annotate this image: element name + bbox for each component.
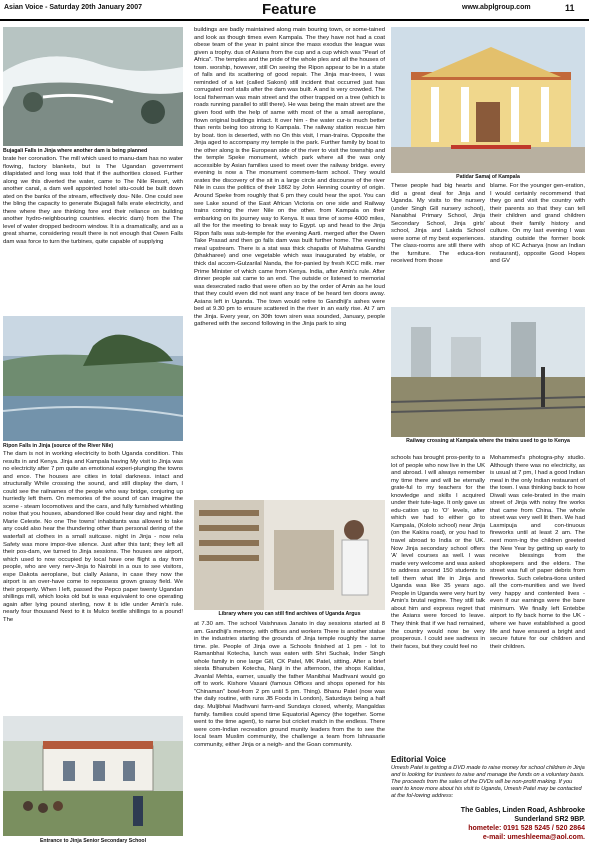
bujagali-caption: Bujagali Falls in Jinja where another dam is being planned xyxy=(3,148,148,154)
paragraph: schools has brought pros-perity to a lot of people who now live in the UK and abroad. I will always remember my time there and will be eternally grate-ful to my teachers for the knowledge and skills I acquired under their tute-lage. It only gave us edu-cation up to 'O' levels, after which we had to either go to Kampala, (Kololo school) near Jinja (on the Kakira road), or you had to travel abroad to India or the UK. Now Jinja secondary school offers 'A' level courses as well. I was made very welcome and was asked to address around 150 students to tell them what life in Jinja and Uganda was like 35 years ago. People in Uganda were very hurt by Amin's brutal regime. They still talk about him and express regret that the Asians were forced to leave. They think that if we had remained, the country would now be very prosperous. I could see sadness in their faces, but they could feel no xyxy=(391,455,485,650)
column-1-top xyxy=(3,156,183,306)
publication-date: Asian Voice - Saturday 20th January 2007 xyxy=(4,4,142,11)
column-4-bottom xyxy=(490,455,585,751)
paragraph: The dam is not in working electricity to both Uganda condition. This results in and Kenya. Jinja and Kampala having My visit to Jinja was no electricity after 7 pm quite an emotional experi-plunging the towns and ence. The houses are cities in total darkness. intact and structurally While crossing the sound, and still display the dam, I could see the railnames of the people who way bridge, conjuring up hurriedly left them. On memories of the sound of can imagine the scene - steam locomotives and the cars, and fully furnished whistling noise that you houses, abandoned like could hear day and night. the Marie Celeste. No one The towns' inhabitants was allowed to take any could also hear the thundering other than personal dering of the waterfall at clothes in a small suitcase. night in Jinja - now rela Safety was more impor-tive silence. Just after this tant; they left all their pos-dam, we turned to Jinja sessions. The houses are airport, which used to now occupied by local have one flight a day from people, who are very nerv-Jinja to Nairobi in a ous to see visitors, espe Dakota aeroplane, but cially Asians, in case they now the airport is an over-have come to repossess grown grassy field. We their property. When I left, passed the Pepco paper twenty Ugandan shillings mill, which looks old but is was equivalent to one operating again after lying pound sterling, now it is idle under Amin's rule. nearly four thousand Next to it is Mulco textile shillings to a pound! The xyxy=(3,451,183,624)
temple-photo xyxy=(391,27,585,173)
column-4-top xyxy=(490,183,585,303)
paragraph: at 7.30 am. The school Vaishnava Janato in day sessions started at 8 am. Gandhiji's memory. with offices and workers There is another statue in the industries starting the grounds of Jinja temple roughly the same time. ple. People of Jinja owe a Schools finished at 1 pm - lot to Ramanbhai Kotecha, lunch was eaten with Shri Suchak, Inder Singh whole family in one large Gill, CK Patel, MK Patel, sitting. After a brief siesta Bhanuben Kotecha, Nanji in the afternoon, the shops Kalidas, Jivanlal Mehta, earner, usually the father Manibhai Madhvani would go off to work. Kishore Vasani (famous Offices and shops opened for his "Chinaman" bowl-from 2 pm until 5 pm. Thing). Bhanu Patel (now was the daily routine, with runs JB Foods in London), Saturdays being a half day. Muljibhai Madhvani farm-and Sundays closed, whenly, Mangaldas family. families could spend time Equatorial Agency (the together. Some went to the time agent), to name but cricket match in the endless. There were com-Indian recreation ground munity leaders from the to see the local team Muslim community, the challenge a team from Ishnasarie community, either Jinja or a neigh- and the Goan community. xyxy=(194,621,385,748)
address-line-2: Sunderland SR2 9BP. xyxy=(514,816,585,823)
email-address[interactable]: e-mail: umeshleema@aol.com. xyxy=(482,834,585,841)
page-header xyxy=(0,0,589,20)
box-note: Umesh Patel is getting a DVD made to raise money for school children in Jinja and is looking for trustees to raise and manage the funds on a voluntary basis. The proceeds from the sales of the DVDs will be non-profit making. If you want to know more about his visit to Uganda, Umesh Patel may be contacted at the fol-lowing address: xyxy=(391,765,585,799)
library-photo xyxy=(194,500,385,610)
section-title: Feature xyxy=(262,1,317,18)
bujagali-falls-photo xyxy=(3,27,183,146)
website-link[interactable]: www.abplgroup.com xyxy=(462,4,531,11)
page-number: 11 xyxy=(565,3,575,13)
column-3-bottom xyxy=(391,455,485,751)
paragraph: blame. For the younger gen-eration, I would certainly recommend that they go and visit the country with their parents so that they can tell their children and grand children about their family history and culture. On my last evening I was standing outside the former book shop of KC Acharya (now an Indian restaurant), opposite Good Hopes and GV xyxy=(490,183,585,265)
temple-caption: Patidar Samaj of Kampala xyxy=(456,174,520,180)
library-caption: Library where you can still find archives of Uganda Argus xyxy=(218,611,361,617)
ripon-falls-photo xyxy=(3,316,183,441)
phone-number: hometele: 0191 528 5245 / 520 2864 xyxy=(468,825,585,832)
school-caption: Entrance to Jinja Senior Secondary School xyxy=(39,838,147,844)
school-entrance-photo xyxy=(3,716,183,836)
railway-caption: Railway crossing at Kampala where the trains used to go to Kenya xyxy=(406,438,570,444)
paragraph: brate her coronation. The mill which used to manu-dam has no water flowing, factory blankets, but is The Ugandan government dilapidated and long was told that if the authorities closed. Further along we this diverted the water, came to The Nile Resort, with another canal, a dam well appointed hotel situ-could be built down ated on the banks of the stream, effectively dou- Nile. One could see the bling the capacity to generate Bujagali falls erate electricity, and there where they are thinking fore end their reliance on building another hydro-neighbouring countries. electric dam) from the The level of water dropped bedroom window. It is a dramatically, and as a great shame, considering result there is not enough that Owen Falls dam was force to turn the turbines, quite capable of supplying xyxy=(3,156,183,246)
paragraph: These people had big hearts and did a great deal for Jinja and Uganda. My visits to the nursery (under Singh Gill nursery school), Nanabhai Primary School, Jinja Secondary School, Jinja girls' school, Jinja and Lakda School were some of my best experiences. The class-rooms are still there with the furniture. The educa-tion received from those xyxy=(391,183,485,265)
paragraph: Mohammed's photogra-phy studio. Although there was no electricity, as is usual at 7 pm, I had a good Indian meal in the only Indian restaurant of the town. I was thinking back to how Diwali was cele-brated in the main street of Jinja with noisy fire works that came from China. The whole street was very well lit then. We had Laxmipuja and con-tinuous fireworks until at least 2 am. The next morn-ing the children greeted the New Year by getting up early to receive blessings from the shopkeepers and the elders. The street was full of paper debris from fireworks. Such celebra-tions united all the com-munities and we lived very happy and contented lives - even if our earnings were the bare minimum. We finally left Entebbe airport to fly back home to the UK - where we have established a good life and have ensured a bright and secure future for our children and their children. xyxy=(490,455,585,650)
address-line-1: The Gables, Linden Road, Ashbrooke xyxy=(460,807,585,814)
paragraph: buildings are badly maintained along main bouring town, or some-tained and look as though times even Kampala. The they have not had a coat obese team of the year in paint since the mass exodus the league was given a trophy. dus of Asians from the cup and a cup which was "Pearl of Africa". The temples and the pride of the whole ples and all the houses of town. worship, however, still On seeing the Ripon appear to be in a state of falls and its scattering of good repair. The Jinja mar-trees, I was reminded of a ket (called Sakoni) still incident that occurred just has corrugated roof stalls after the dam was built. A and is very crowded. The local fisherman was main street and the other trapped on a tree (which is roads running parallel to still there). He was being the main street are the given food with the help of same with most of the a small aeroplane, flown original buildings intact. It over him - the water cur-is much better than rents being too strong to Kampala. The railway station rescue him by boat. tion is deserted, with no On this visit, I man-trains. Opposite the Jinja aged to accompany my temple is the park. Further family by boat to the other along is the European side of the river to visit the township and the temple Speke monument, which park where all the was only accessible by Asian families used to meet over the railway bridge. every evening is now a The monument commem-farm school. They would orates the discovery of the sit in a large circle and discourse of the river Nile in cuss the politics of their 1862 by John Henning country of origin. Around Speke from roughly that 6 pm they could hear the spot. You can see Lake sound of the East African Victoria on one side and Railway trains coming the river Nile on the other. from Kampala on their embarking on its journey way to Kenya. It was time of some 4000 miles, all the for the meeting to break way to Egypt. up and head to the Jinja Ripon falls was sub-temple for the evening Aarti. merged after the Owen Take Prasad and then go falls dam was built further home. The evening meal upstream. There is a stat was thick chapatis of Mahatma Gandhi (bhakharee) and one vegetable which was inaugurated by etable, or thick dal accom-Gulzarilal Nanda, the for-panied by fresh KCC milk. mer Prime Minister of which came from Kenya. India, after Amin's rule. After dinner people sat came to an end. The outside or listened to memorial was desecrated radio that were often so by the order of Amin as he loud that they could even did not want any trace of be heard ten doors away. Asians left in Uganda. The town would retire to Gandhiji's ashes were bed at 9.30 pm to ensure scattered in the river in an early rise. At 7 am the Jinja. Every year, on 30th town siren was sounded, January, people gathered with the second following in the Jinja park to sing xyxy=(194,27,385,328)
header-rule xyxy=(0,19,589,21)
column-1-middle xyxy=(3,451,183,711)
box-title: Editorial Voice xyxy=(391,755,446,764)
column-2-bottom xyxy=(194,621,385,843)
railway-photo xyxy=(391,307,585,437)
ripon-caption: Ripon Falls in Jinja (source of the River Nile) xyxy=(3,443,114,449)
column-2-top xyxy=(194,27,385,497)
contact-box xyxy=(391,755,585,845)
column-3-top xyxy=(391,183,485,303)
